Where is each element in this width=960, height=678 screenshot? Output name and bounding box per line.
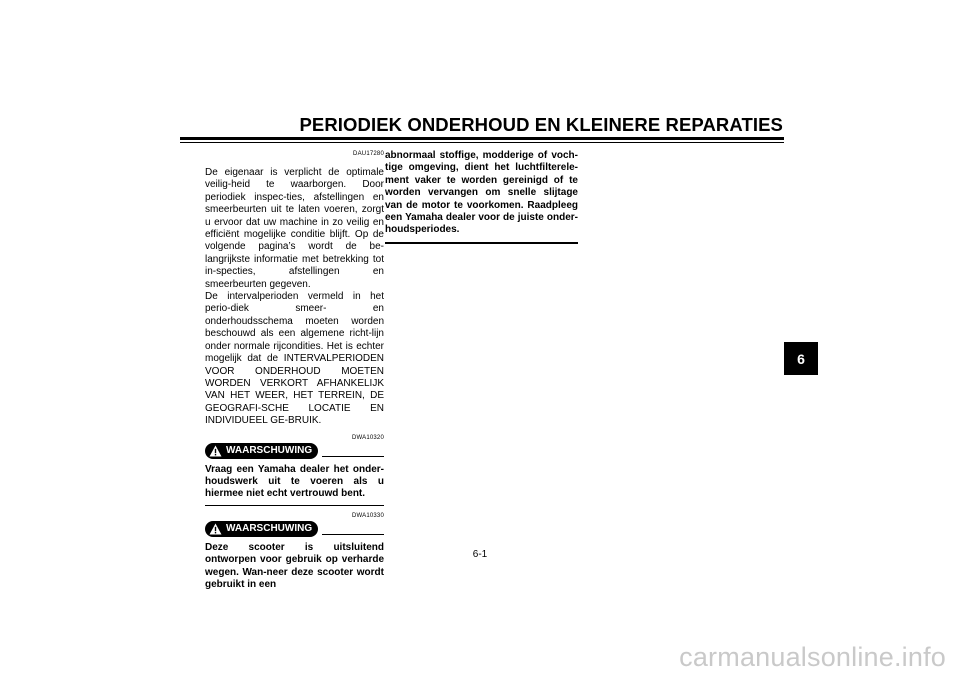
warning-badge <box>205 521 318 537</box>
warning-triangle-icon <box>209 445 222 457</box>
warning-header <box>205 443 384 459</box>
chapter-tab: 6 <box>784 342 818 375</box>
warning-header <box>205 521 384 537</box>
warning-code: DWA10330 <box>351 512 384 519</box>
interval-paragraph: De intervalperioden vermeld in het perio-diek smeer- en onderhoudsschema moeten worden beschouwd als een algemene richt-lijn onder normale rijcondities. Het is echter mogelijk dat de INTERVALPERIODEN VOOR ONDERHOUD MOETEN WORDEN VERKORT AFHANKELIJK VAN HET WEER, HET TERREIN, DE GEOGRAFI-SCHE LOCATIE EN INDIVIDUEEL GE-BRUIK. <box>205 291 384 427</box>
header-rule-thin <box>180 142 784 143</box>
left-column <box>205 150 384 595</box>
warning-badge <box>205 443 318 459</box>
warning-label: WAARSCHUWING <box>226 445 313 457</box>
section-code: DAU17280 <box>353 151 384 157</box>
page-title: PERIODIEK ONDERHOUD EN KLEINERE REPARATIES <box>299 114 783 135</box>
warning-text: Deze scooter is uitsluitend ontworpen voor gebruik op verharde wegen. Wan-neer deze scooter wordt gebruikt in een <box>205 541 384 590</box>
warning-triangle-icon <box>209 523 222 535</box>
page-number: 6-1 <box>472 549 488 560</box>
warning-code: DWA10320 <box>351 434 384 441</box>
warning-block-1 <box>205 434 384 506</box>
warning-label: WAARSCHUWING <box>226 523 313 535</box>
warning-text-continued: abnormaal stoffige, modderige of voch-tige omgeving, dient het luchtfilterele-ment vaker te worden gereinigd of te worden vervangen om snelle slijtage van de motor te voorkomen. Raadpleeg een Yamaha dealer voor de juiste onder-houdsperiodes. <box>385 150 578 236</box>
warning-rule <box>322 456 384 457</box>
intro-paragraph: De eigenaar is verplicht de optimale veilig-heid te waarborgen. Door periodiek inspec-ties, afstellingen en smeerbeurten uit te laten voeren, zorgt u ervoor dat uw machine in zo veilig en efficiënt mogelijke conditie blijft. Op de volgende pagina’s wordt de be-langrijkste informatie met betrekking tot in-specties, afstellingen en smeerbeurten gegeven. <box>205 167 384 290</box>
warning-end-rule <box>205 505 384 506</box>
warning-end-rule <box>385 242 578 244</box>
right-column <box>385 150 578 244</box>
header-rule <box>180 137 784 140</box>
warning-rule <box>322 534 384 535</box>
watermark: carmanualsonline.info <box>679 642 946 672</box>
warning-text: Vraag een Yamaha dealer het onder-houdswerk uit te voeren als u hiermee niet echt vertrouwd bent. <box>205 463 384 500</box>
